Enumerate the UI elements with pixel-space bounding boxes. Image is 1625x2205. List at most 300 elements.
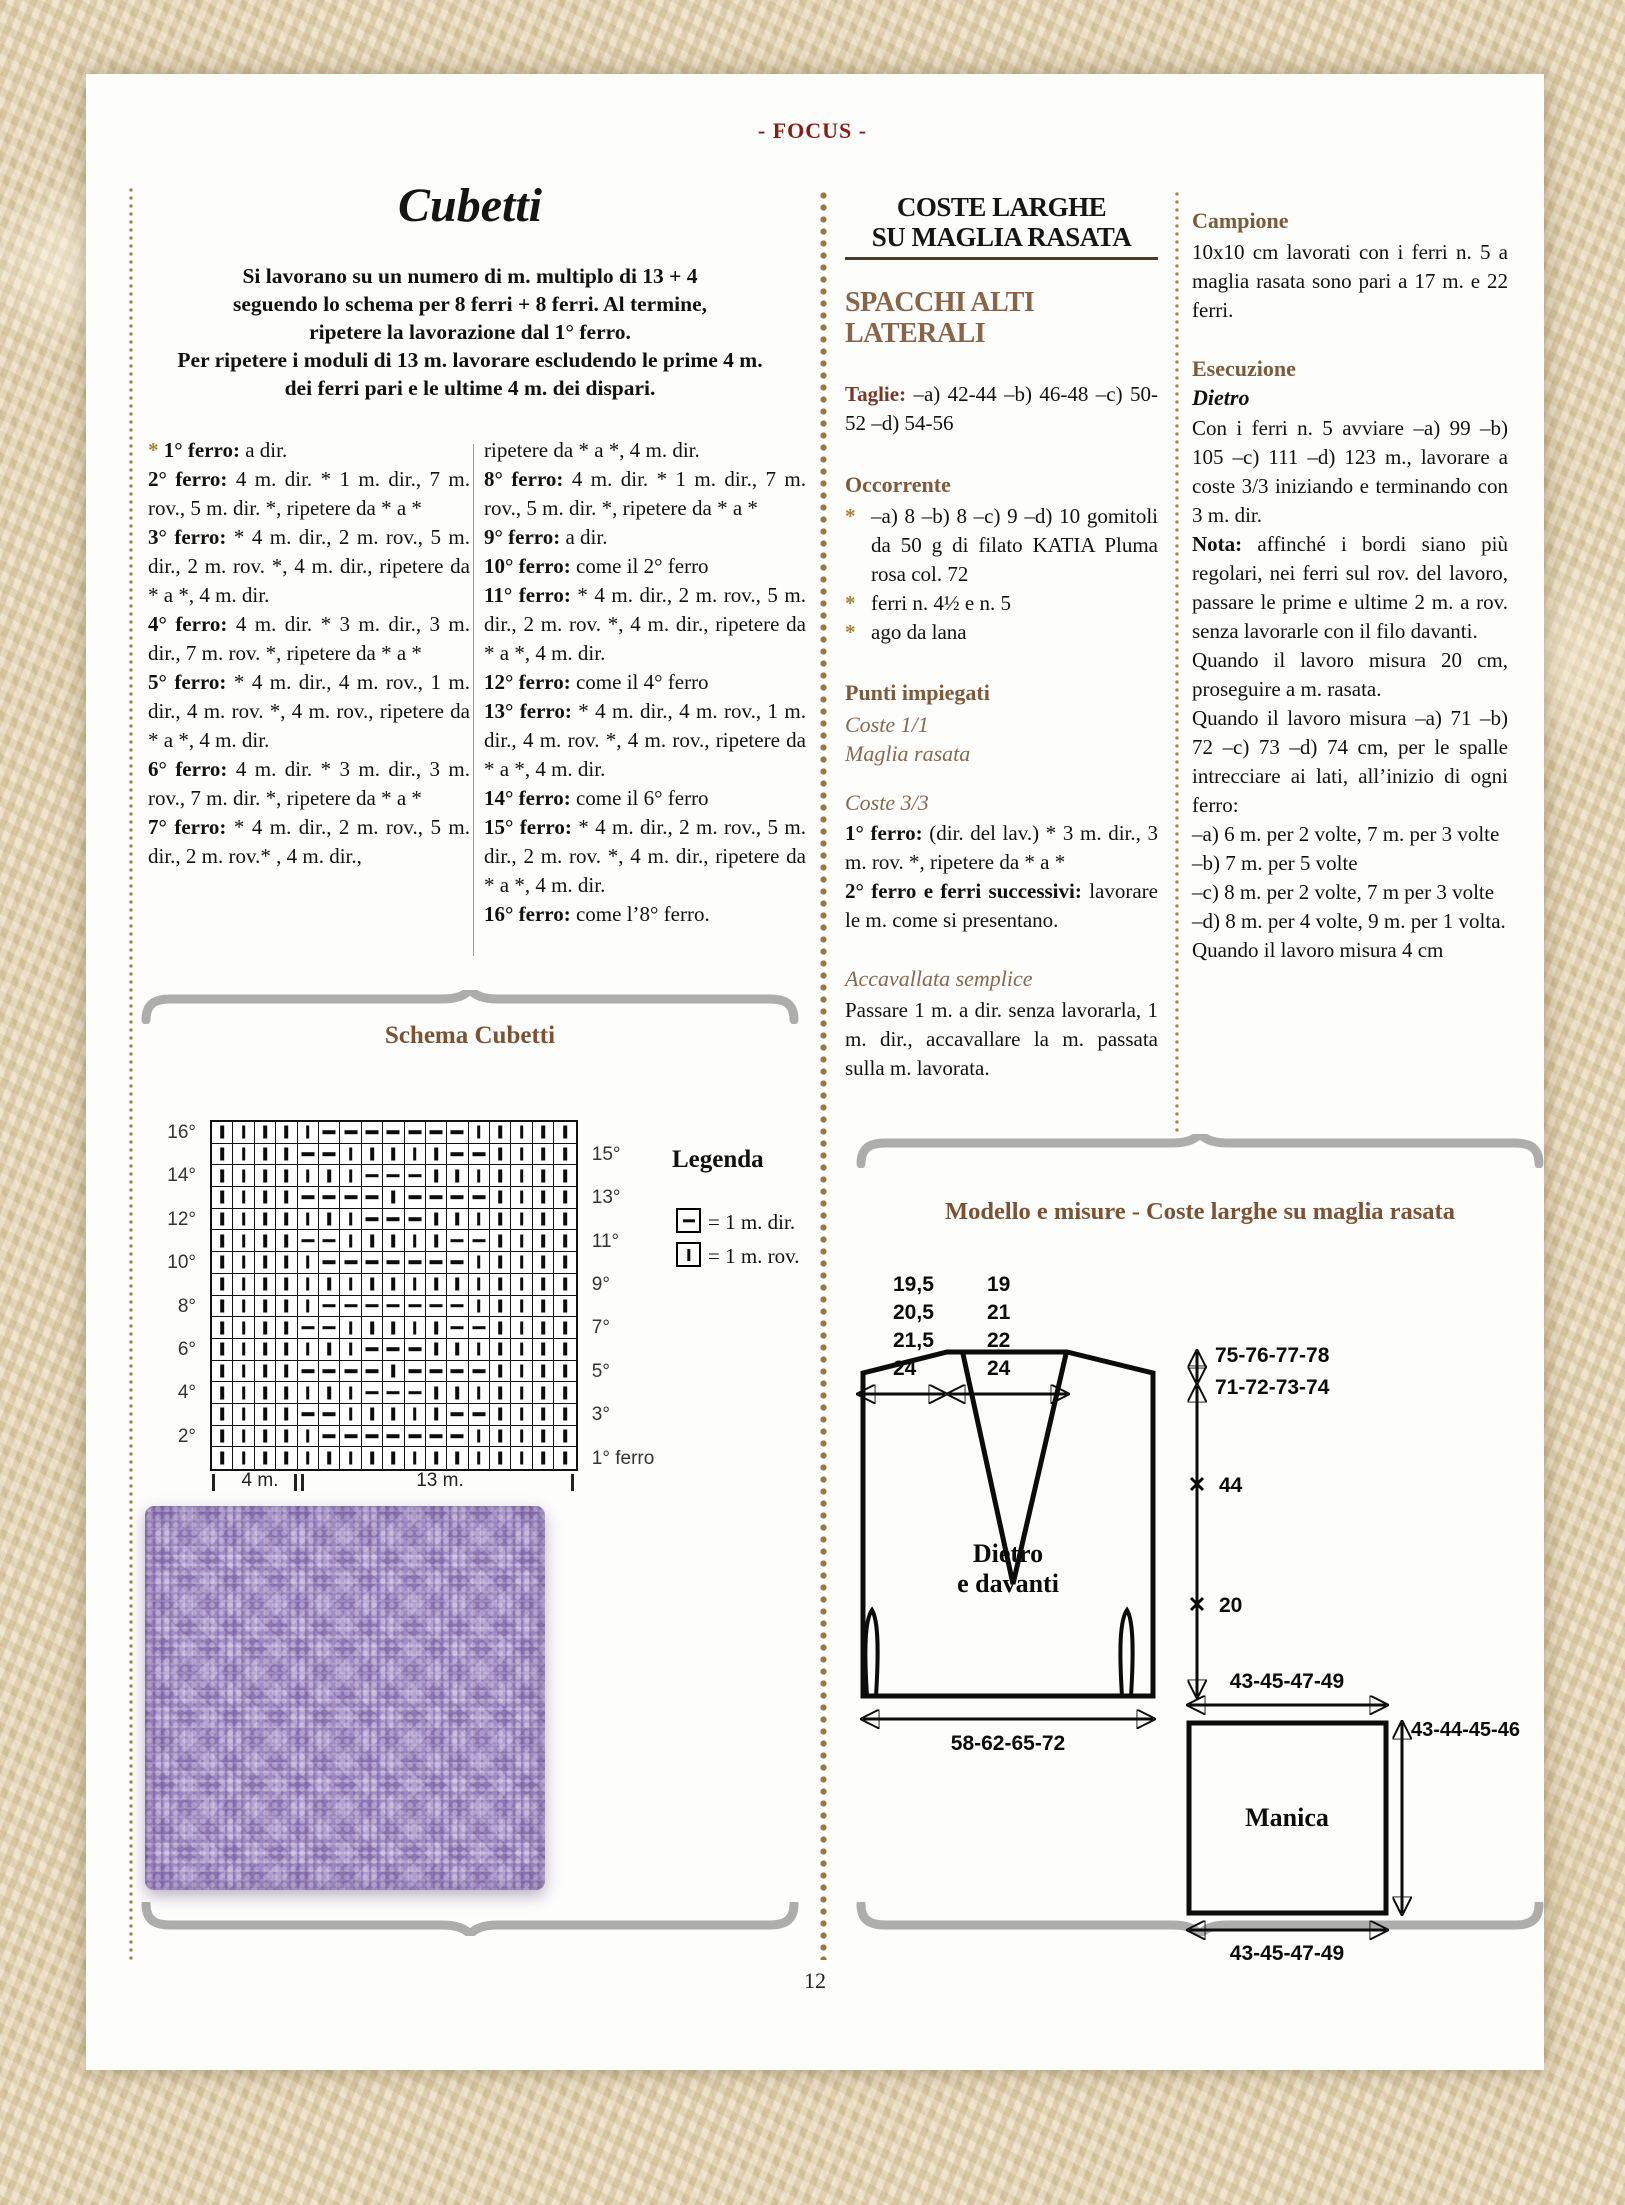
purl-cell	[490, 1404, 511, 1426]
purl-cell	[319, 1165, 340, 1187]
purl-cell	[426, 1404, 447, 1426]
purl-cell	[490, 1209, 511, 1231]
knit-cell	[426, 1426, 447, 1448]
v-depth-label: 44	[1219, 1474, 1243, 1497]
instruction-line: 14° ferro: come il 6° ferro	[484, 786, 709, 810]
instruction-line: 15° ferro: * 4 m. dir., 2 m. rov., 5 m. dir., 2 m. rov. *, 4 m. dir., ripetere da * a *, 4 m. dir.	[484, 815, 806, 897]
purl-cell	[319, 1382, 340, 1404]
purl-cell	[511, 1447, 532, 1469]
knit-cell	[319, 1252, 340, 1274]
schema-title: Schema Cubetti	[384, 1022, 556, 1049]
purl-cell	[511, 1426, 532, 1448]
purl-cell	[405, 1230, 426, 1252]
knit-cell	[447, 1187, 468, 1209]
purl-cell	[554, 1122, 575, 1144]
instruction-line: 16° ferro: come l’8° ferro.	[484, 902, 710, 926]
model-brace-top	[855, 1134, 1545, 1168]
knit-cell	[447, 1426, 468, 1448]
legend-title: Legenda	[672, 1146, 764, 1173]
knit-cell	[469, 1404, 490, 1426]
knit-cell	[362, 1382, 383, 1404]
materials-title: Occorrente	[845, 472, 951, 497]
knit-cell	[383, 1209, 404, 1231]
knit-cell	[405, 1296, 426, 1318]
knit-cell	[447, 1122, 468, 1144]
article-intro	[130, 262, 810, 402]
purl-cell	[276, 1144, 297, 1166]
purl-cell	[383, 1230, 404, 1252]
purl-cell	[212, 1209, 233, 1231]
knit-cell	[383, 1296, 404, 1318]
knit-cell	[362, 1209, 383, 1231]
instruction-line: 2° ferro: 4 m. dir. * 1 m. dir., 7 m. rov., 5 m. dir. *, ripetere da * a *	[148, 467, 471, 520]
article-title: Cubetti	[397, 179, 543, 232]
execution-para3: Quando il lavoro misura –a) 71 –b) 72 –c) 73 –d) 74 cm, per le spalle intrecciare ai lati, all’inizio di ogni ferro:	[1192, 706, 1508, 817]
purl-cell	[383, 1187, 404, 1209]
purl-cell	[276, 1230, 297, 1252]
purl-cell	[233, 1382, 254, 1404]
purl-cell	[511, 1209, 532, 1231]
neck-w-d: 24	[987, 1357, 1011, 1380]
purl-cell	[511, 1187, 532, 1209]
model-diagram	[845, 1236, 1545, 1970]
purl-cell	[340, 1144, 361, 1166]
purl-cell	[233, 1144, 254, 1166]
knit-cell	[383, 1165, 404, 1187]
purl-cell	[511, 1317, 532, 1339]
purl-cell	[533, 1252, 554, 1274]
shoulder-step: –d) 8 m. per 4 volte, 9 m. per 1 volta.	[1192, 909, 1506, 933]
header-rule	[845, 257, 1158, 260]
purl-cell	[233, 1339, 254, 1361]
sleeve-top-label: 43-45-47-49	[1229, 1670, 1345, 1693]
instruction-line: 8° ferro: 4 m. dir. * 1 m. dir., 7 m. rov., 5 m. dir. *, ripetere da * a *	[484, 467, 807, 520]
purl-cell	[340, 1274, 361, 1296]
purl-cell	[255, 1361, 276, 1383]
purl-cell	[298, 1339, 319, 1361]
purl-cell	[212, 1187, 233, 1209]
chart-row-label-left: 16°	[167, 1122, 196, 1143]
instruction-line: 13° ferro: * 4 m. dir., 4 m. rov., 1 m. dir., 4 m. rov. *, 4 m. rov., ripetere da * a *, 4 m. dir.	[484, 699, 806, 781]
knit-cell	[319, 1187, 340, 1209]
purl-cell	[276, 1209, 297, 1231]
purl-cell	[426, 1144, 447, 1166]
chart-row-label-left: 8°	[177, 1295, 196, 1317]
chart-row-label-right: 5°	[591, 1360, 610, 1382]
purl-cell	[383, 1144, 404, 1166]
purl-cell	[405, 1404, 426, 1426]
knit-cell	[426, 1122, 447, 1144]
purl-cell	[533, 1187, 554, 1209]
execution-para1: Con i ferri n. 5 avviare –a) 99 –b) 105 –c) 111 –d) 123 m., lavorare a coste 3/3 iniziando e terminando con 3 m. dir.	[1192, 416, 1508, 527]
purl-cell	[405, 1144, 426, 1166]
purl-cell	[383, 1361, 404, 1383]
chart-row-label-left: 6°	[177, 1339, 196, 1360]
legend-item: = 1 m. rov.	[676, 1242, 800, 1269]
knit-cell	[298, 1230, 319, 1252]
knit-cell	[469, 1317, 490, 1339]
purl-cell	[405, 1274, 426, 1296]
purl-cell	[469, 1252, 490, 1274]
purl-cell	[490, 1382, 511, 1404]
execution-title: Esecuzione	[1192, 356, 1296, 381]
knit-cell	[383, 1252, 404, 1274]
purl-cell	[298, 1426, 319, 1448]
purl-cell	[233, 1187, 254, 1209]
purl-cell	[426, 1209, 447, 1231]
purl-cell	[533, 1296, 554, 1318]
purl-cell	[426, 1230, 447, 1252]
purl-cell	[447, 1382, 468, 1404]
knit-cell	[405, 1252, 426, 1274]
knit-cell	[469, 1230, 490, 1252]
center-dotted-rule	[820, 192, 827, 1960]
material-item: * ferri n. 4½ e n. 5	[845, 591, 1011, 615]
instructions-column-1	[148, 436, 470, 871]
purl-cell	[319, 1447, 340, 1469]
instruction-line: ripetere da * a *, 4 m. dir.	[484, 438, 700, 462]
purl-cell	[212, 1230, 233, 1252]
purl-cell	[298, 1296, 319, 1318]
knit-cell	[298, 1404, 319, 1426]
shoulder-w-d: 24	[893, 1357, 917, 1380]
column-divider	[473, 444, 474, 956]
measure-13m: 13 m.	[416, 1470, 464, 1491]
purl-cell	[533, 1404, 554, 1426]
purl-cell	[447, 1209, 468, 1231]
purl-cell	[233, 1122, 254, 1144]
purl-cell	[383, 1274, 404, 1296]
purl-cell	[212, 1252, 233, 1274]
knit-cell	[362, 1339, 383, 1361]
shoulder-w-c: 21,5	[893, 1329, 934, 1352]
knit-cell	[319, 1404, 340, 1426]
instruction-line: 3° ferro: * 4 m. dir., 2 m. rov., 5 m. dir., 2 m. rov. *, 4 m. dir., ripetere da * a *, 4 m. dir.	[148, 525, 471, 607]
pattern-header-line1: COSTE LARGHE	[896, 192, 1107, 222]
purl-cell	[554, 1230, 575, 1252]
purl-cell	[362, 1274, 383, 1296]
shoulder-w-b: 20,5	[893, 1301, 934, 1324]
purl-cell	[533, 1165, 554, 1187]
schema-brace-bottom	[140, 1902, 800, 1936]
chart-row-label-left: 2°	[177, 1425, 196, 1447]
purl-cell	[276, 1317, 297, 1339]
chart-row-label-left: 14°	[167, 1165, 196, 1187]
purl-cell	[554, 1144, 575, 1166]
left-slit	[865, 1610, 877, 1696]
height-shoulder-label: 71-72-73-74	[1215, 1376, 1330, 1399]
purl-cell	[255, 1209, 276, 1231]
purl-cell	[276, 1122, 297, 1144]
purl-cell	[233, 1274, 254, 1296]
knit-cell	[469, 1187, 490, 1209]
rib-instructions	[845, 819, 1158, 935]
purl-cell	[383, 1317, 404, 1339]
purl-cell	[554, 1165, 575, 1187]
knit-cell	[405, 1382, 426, 1404]
purl-cell	[447, 1447, 468, 1469]
purl-cell	[276, 1382, 297, 1404]
purl-cell	[490, 1274, 511, 1296]
right-slit	[1120, 1610, 1132, 1696]
purl-cell	[255, 1230, 276, 1252]
purl-cell	[426, 1165, 447, 1187]
knit-cell	[298, 1187, 319, 1209]
focus-header: - FOCUS -	[757, 118, 868, 143]
schema-brace-top	[140, 990, 800, 1024]
purl-cell	[276, 1165, 297, 1187]
knit-cell	[340, 1426, 361, 1448]
knit-cell	[319, 1426, 340, 1448]
instruction-line: 11° ferro: * 4 m. dir., 2 m. rov., 5 m. dir., 2 m. rov. *, 4 m. dir., ripetere da * a *, 4 m. dir.	[484, 583, 806, 665]
instruction-line: * 1° ferro: a dir.	[148, 438, 288, 462]
purl-cell	[255, 1122, 276, 1144]
purl-cell	[340, 1339, 361, 1361]
purl-cell	[233, 1317, 254, 1339]
knit-cell	[362, 1165, 383, 1187]
purl-cell	[554, 1317, 575, 1339]
shoulder-step: –c) 8 m. per 2 volte, 7 m per 3 volte	[1192, 880, 1495, 904]
purl-cell	[255, 1165, 276, 1187]
sleeve-label: Manica	[1245, 1803, 1329, 1832]
purl-cell	[362, 1447, 383, 1469]
purl-cell	[426, 1339, 447, 1361]
model-title: Modello e misure - Coste larghe su maglia rasata	[945, 1198, 1455, 1225]
intro-line: ripetere la lavorazione dal 1° ferro.	[309, 320, 631, 344]
purl-cell	[469, 1165, 490, 1187]
purl-symbol-icon	[676, 1242, 701, 1267]
intro-line: seguendo lo schema per 8 ferri + 8 ferri. Al termine,	[233, 292, 707, 316]
stitch-name: Maglia rasata	[845, 741, 971, 766]
instructions-column-2	[484, 436, 806, 929]
purl-cell	[469, 1209, 490, 1231]
purl-cell	[511, 1165, 532, 1187]
purl-cell	[490, 1317, 511, 1339]
slip-title: Accavallata semplice	[845, 966, 1033, 991]
purl-cell	[212, 1296, 233, 1318]
chart-row-label-right: 1° ferro	[591, 1447, 655, 1469]
pattern-header-line2: SU MAGLIA RASATA	[871, 222, 1132, 252]
intro-line: dei ferri pari e le ultime 4 m. dei dispari.	[284, 376, 656, 400]
knit-cell	[362, 1361, 383, 1383]
execution-para4: Quando il lavoro misura 4 cm	[1192, 938, 1444, 962]
knit-cell	[319, 1230, 340, 1252]
knit-cell	[319, 1122, 340, 1144]
purl-cell	[319, 1274, 340, 1296]
purl-cell	[554, 1404, 575, 1426]
chart-row-label-right: 9°	[591, 1273, 610, 1295]
materials-list	[845, 502, 1158, 647]
knit-cell	[319, 1144, 340, 1166]
purl-cell	[340, 1165, 361, 1187]
pattern-header	[845, 192, 1158, 252]
slip-text: Passare 1 m. a dir. senza lavorarla, 1 m. dir., accavallare la m. passata sulla m. lavorata.	[845, 998, 1158, 1080]
purl-cell	[469, 1122, 490, 1144]
purl-cell	[233, 1209, 254, 1231]
neck-w-a: 19	[987, 1273, 1011, 1296]
purl-cell	[469, 1426, 490, 1448]
knit-cell	[340, 1296, 361, 1318]
instruction-line: 5° ferro: * 4 m. dir., 4 m. rov., 1 m. dir., 4 m. rov. *, 4 m. rov., ripetere da * a *, 4 m. dir.	[148, 670, 471, 752]
purl-cell	[490, 1230, 511, 1252]
purl-cell	[554, 1187, 575, 1209]
purl-cell	[511, 1361, 532, 1383]
purl-cell	[298, 1382, 319, 1404]
purl-cell	[212, 1339, 233, 1361]
purl-cell	[276, 1339, 297, 1361]
purl-cell	[212, 1404, 233, 1426]
purl-cell	[511, 1339, 532, 1361]
purl-cell	[511, 1144, 532, 1166]
knit-cell	[362, 1426, 383, 1448]
purl-cell	[233, 1426, 254, 1448]
purl-cell	[383, 1404, 404, 1426]
purl-cell	[533, 1317, 554, 1339]
purl-cell	[447, 1339, 468, 1361]
instruction-line: 6° ferro: 4 m. dir. * 3 m. dir., 3 m. rov., 7 m. dir. *, ripetere da * a *	[148, 757, 471, 810]
intro-line: Si lavorano su un numero di m. multiplo di 13 + 4	[242, 264, 698, 288]
purl-cell	[533, 1230, 554, 1252]
purl-cell	[426, 1382, 447, 1404]
purl-cell	[554, 1382, 575, 1404]
knit-cell	[426, 1296, 447, 1318]
purl-cell	[255, 1404, 276, 1426]
purl-cell	[490, 1339, 511, 1361]
knit-cell	[447, 1296, 468, 1318]
stitch-name: Coste 1/1	[845, 712, 929, 737]
purl-cell	[490, 1122, 511, 1144]
rib-instruction-line: 2° ferro e ferri successivi: lavorare le m. come si presentano.	[845, 879, 1158, 932]
purl-cell	[469, 1382, 490, 1404]
chart-row-label-left: 12°	[167, 1208, 196, 1230]
purl-cell	[212, 1144, 233, 1166]
stitch-chart	[210, 1120, 578, 1471]
purl-cell	[212, 1165, 233, 1187]
purl-cell	[340, 1382, 361, 1404]
purl-cell	[490, 1252, 511, 1274]
knit-cell	[298, 1361, 319, 1383]
purl-cell	[554, 1426, 575, 1448]
knit-cell	[405, 1165, 426, 1187]
knit-symbol-icon	[676, 1208, 701, 1233]
knit-cell	[362, 1296, 383, 1318]
purl-cell	[276, 1274, 297, 1296]
purl-cell	[255, 1296, 276, 1318]
execution-body	[1192, 414, 1508, 965]
shoulder-w-a: 19,5	[893, 1273, 934, 1296]
bottom-width-label: 58-62-65-72	[950, 1732, 1066, 1755]
instruction-line: 4° ferro: 4 m. dir. * 3 m. dir., 3 m. dir., 7 m. rov. *, ripetere da * a *	[148, 612, 471, 665]
knit-cell	[405, 1426, 426, 1448]
purl-cell	[298, 1447, 319, 1469]
purl-cell	[490, 1426, 511, 1448]
knit-cell	[405, 1339, 426, 1361]
purl-cell	[490, 1361, 511, 1383]
purl-cell	[276, 1187, 297, 1209]
purl-cell	[533, 1447, 554, 1469]
purl-cell	[276, 1426, 297, 1448]
intro-line: Per ripetere i moduli di 13 m. lavorare escludendo le prime 4 m.	[177, 348, 763, 372]
purl-cell	[511, 1296, 532, 1318]
knit-cell	[426, 1252, 447, 1274]
sleeve-bottom-label: 43-45-47-49	[1229, 1942, 1345, 1965]
knit-cell	[405, 1187, 426, 1209]
purl-cell	[533, 1339, 554, 1361]
purl-cell	[533, 1209, 554, 1231]
purl-cell	[533, 1382, 554, 1404]
purl-cell	[255, 1144, 276, 1166]
right-dotted-rule	[1175, 192, 1179, 1136]
knit-cell	[362, 1122, 383, 1144]
purl-cell	[362, 1317, 383, 1339]
knit-cell	[469, 1144, 490, 1166]
knit-cell	[319, 1296, 340, 1318]
purl-cell	[233, 1252, 254, 1274]
knit-cell	[383, 1122, 404, 1144]
purl-cell	[533, 1144, 554, 1166]
purl-cell	[469, 1339, 490, 1361]
purl-cell	[212, 1447, 233, 1469]
knit-cell	[340, 1122, 361, 1144]
purl-cell	[212, 1361, 233, 1383]
purl-cell	[255, 1187, 276, 1209]
purl-cell	[233, 1361, 254, 1383]
back-title: Dietro	[1192, 385, 1250, 410]
pattern-subheader: SPACCHI ALTI LATERALI	[845, 287, 1035, 349]
purl-cell	[426, 1274, 447, 1296]
knit-cell	[405, 1122, 426, 1144]
sleeve-right-label: 43-44-45-46	[1411, 1719, 1520, 1741]
purl-cell	[212, 1122, 233, 1144]
purl-cell	[426, 1317, 447, 1339]
knit-cell	[447, 1252, 468, 1274]
legend-item: = 1 m. dir.	[676, 1208, 795, 1235]
purl-cell	[533, 1361, 554, 1383]
shoulder-step: –a) 6 m. per 2 volte, 7 m. per 3 volte	[1192, 822, 1500, 846]
purl-cell	[511, 1274, 532, 1296]
material-item: * –a) 8 –b) 8 –c) 9 –d) 10 gomitoli da 50 g di filato KATIA Pluma rosa col. 72	[845, 504, 1158, 586]
purl-cell	[276, 1361, 297, 1383]
purl-cell	[233, 1165, 254, 1187]
purl-cell	[511, 1230, 532, 1252]
purl-cell	[233, 1404, 254, 1426]
knit-cell	[447, 1317, 468, 1339]
stitches-title: Punti impiegati	[845, 680, 990, 705]
purl-cell	[490, 1296, 511, 1318]
knit-cell	[405, 1209, 426, 1231]
purl-cell	[212, 1317, 233, 1339]
body-label-2: e davanti	[957, 1569, 1059, 1598]
gauge-text: 10x10 cm lavorati con i ferri n. 5 a maglia rasata sono pari a 17 m. e 22 ferri.	[1192, 240, 1508, 322]
stitches-list	[845, 710, 1158, 768]
purl-cell	[298, 1122, 319, 1144]
purl-cell	[426, 1447, 447, 1469]
purl-cell	[405, 1447, 426, 1469]
purl-cell	[511, 1404, 532, 1426]
purl-cell	[340, 1404, 361, 1426]
knit-cell	[447, 1404, 468, 1426]
knit-cell	[340, 1252, 361, 1274]
purl-cell	[533, 1426, 554, 1448]
knit-cell	[362, 1187, 383, 1209]
purl-cell	[469, 1447, 490, 1469]
knit-cell	[383, 1382, 404, 1404]
purl-cell	[554, 1252, 575, 1274]
knit-cell	[340, 1187, 361, 1209]
purl-cell	[490, 1447, 511, 1469]
purl-cell	[255, 1252, 276, 1274]
shoulder-steps	[1192, 820, 1508, 936]
